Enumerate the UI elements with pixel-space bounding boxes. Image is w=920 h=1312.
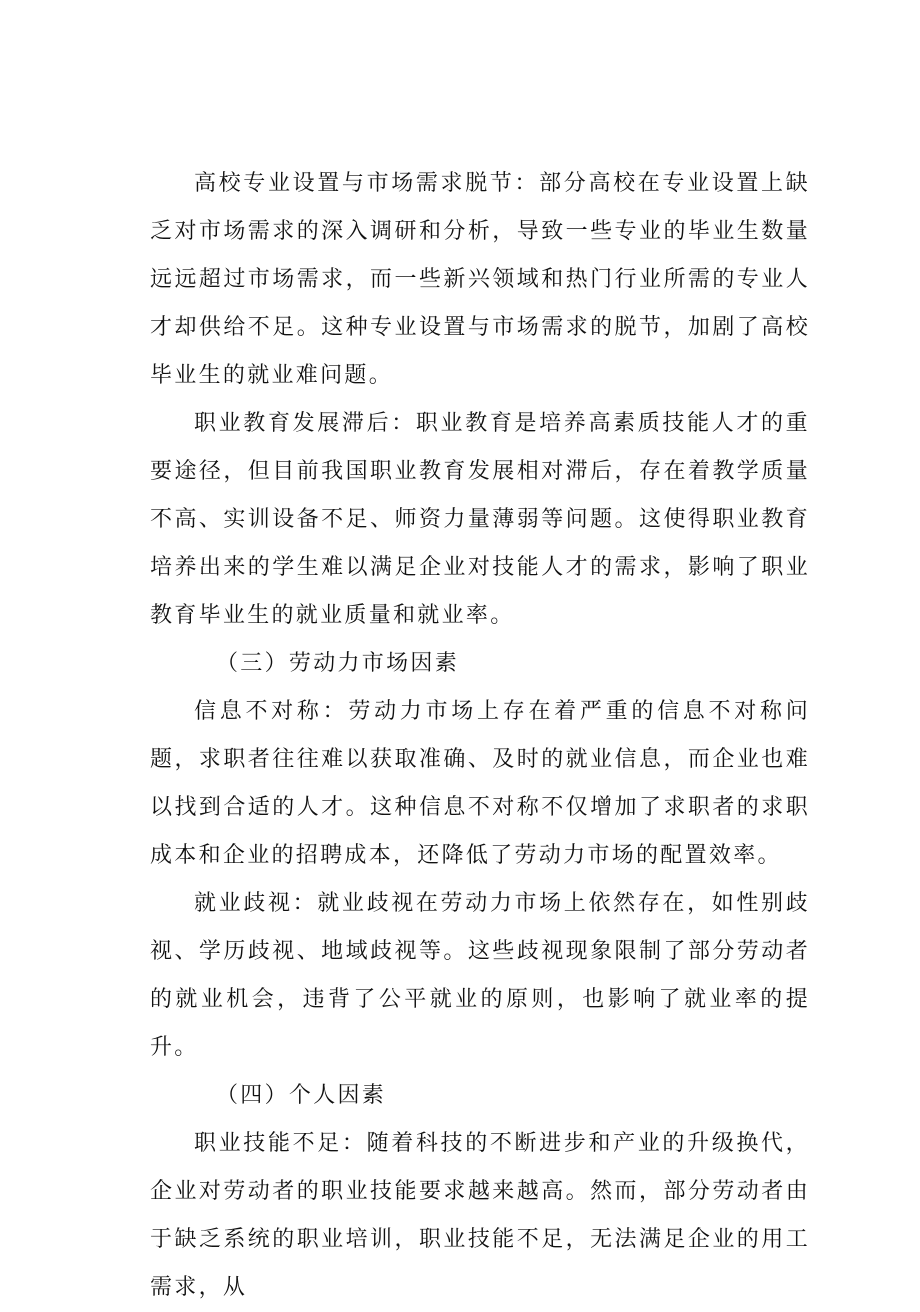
paragraph-curriculum-mismatch: 高校专业设置与市场需求脱节：部分高校在专业设置上缺乏对市场需求的深入调研和分析，导致一些专业的毕业生数量远远超过市场需求，而一些新兴领域和热门行业所需的专业人才却供给不足。这种专业设置与市场需求的脱节，加剧了高校毕业生的就业难问题。	[150, 171, 810, 388]
section-heading-labor-market: （三）劳动力市场因素	[216, 651, 460, 676]
paragraph-skills-shortage: 职业技能不足：随着科技的不断进步和产业的升级换代，企业对劳动者的职业技能要求越来越高。然而，部分劳动者由于缺乏系统的职业培训，职业技能不足，无法满足企业的用工需求，从	[150, 1131, 810, 1300]
section-heading-personal-factors: （四）个人因素	[216, 1083, 387, 1108]
document-body	[150, 160, 810, 1312]
paragraph-employment-discrimination: 就业歧视：就业歧视在劳动力市场上依然存在，如性别歧视、学历歧视、地域歧视等。这些歧视现象限制了部分劳动者的就业机会，违背了公平就业的原则，也影响了就业率的提升。	[150, 891, 810, 1060]
paragraph-vocational-education: 职业教育发展滞后：职业教育是培养高素质技能人才的重要途径，但目前我国职业教育发展相对滞后，存在着教学质量不高、实训设备不足、师资力量薄弱等问题。这使得职业教育培养出来的学生难以满足企业对技能人才的需求，影响了职业教育毕业生的就业质量和就业率。	[150, 411, 810, 628]
paragraph-information-asymmetry: 信息不对称：劳动力市场上存在着严重的信息不对称问题，求职者往往难以获取准确、及时的就业信息，而企业也难以找到合适的人才。这种信息不对称不仅增加了求职者的求职成本和企业的招聘成本，还降低了劳动力市场的配置效率。	[150, 699, 810, 868]
